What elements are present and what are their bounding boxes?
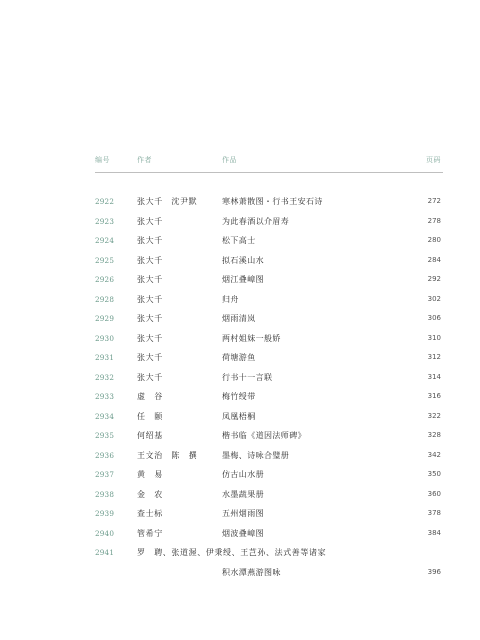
entry-number: 2938 [95,489,115,499]
entry-number: 2939 [95,509,115,518]
entry-number: 2935 [95,431,115,440]
entry-work: 两村姐妹一般娇 [222,333,281,343]
list-item [95,251,443,271]
list-item [95,270,443,290]
entry-author: 张大千 [137,216,163,226]
entry-number: 2940 [95,528,115,538]
entry-author: 张大千 [137,314,163,323]
entry-page: 292 [427,275,441,283]
list-item [95,446,443,466]
entry-page: 278 [427,216,441,225]
entry-number: 2932 [95,372,115,382]
list-item [95,309,443,329]
list-item [95,426,443,446]
entry-page: 396 [427,567,441,576]
entry-author: 张大千 [137,333,163,343]
entry-work: 松下高士 [222,236,256,245]
entry-work: 烟江叠嶂图 [222,275,264,284]
list-item [95,348,443,368]
entry-author: 金 农 [137,489,163,499]
header-author: 作者 [137,156,152,164]
entry-work: 楷书临《道因法师碑》 [222,431,306,440]
list-item [95,368,443,388]
entry-author: 黄 易 [137,470,163,479]
list-item [95,329,443,349]
list-item [95,504,443,524]
entry-author: 罗 聘、张道渥、伊秉绶、王芑孙、法式善等诸家 [137,548,327,557]
entry-page: 378 [427,509,441,517]
entry-page: 312 [427,353,441,361]
entry-page: 342 [427,450,441,459]
list-item [95,524,443,544]
entry-author: 虚 谷 [137,392,163,401]
header-work: 作品 [222,156,237,164]
entry-page: 314 [427,372,441,381]
entry-number: 2926 [95,275,115,284]
entry-number: 2937 [95,470,115,479]
entry-number: 2931 [95,353,115,362]
entry-work: 烟波叠嶂图 [222,528,264,538]
entry-number: 2922 [95,197,115,206]
entry-work: 五州烟雨图 [222,509,264,518]
entry-author: 张大千 [137,372,163,382]
table-header [95,155,443,169]
entry-author: 任 颐 [137,411,163,421]
entry-author: 查士标 [137,509,163,518]
list-item [95,387,443,407]
list-item [95,407,443,427]
entry-number: 2924 [95,236,115,245]
entry-work: 为此春酒以介眉寿 [222,216,290,226]
entry-page: 310 [427,333,441,342]
entry-work: 凤凰梧桐 [222,411,256,421]
catalog-list [95,192,443,582]
entry-author: 王文治 陈 撰 [137,450,198,460]
entry-number: 2925 [95,255,115,265]
entry-page: 328 [427,431,441,439]
list-item [95,485,443,505]
list-item [95,290,443,310]
entry-number: 2933 [95,392,115,401]
entry-number: 2941 [95,548,115,557]
header-divider [95,172,443,173]
entry-work: 梅竹绶带 [222,392,256,401]
entry-work: 归舟 [222,294,239,304]
entry-number: 2930 [95,333,115,343]
list-item [95,192,443,212]
entry-number: 2929 [95,314,115,323]
entry-page: 302 [427,294,441,303]
entry-page: 306 [427,314,441,322]
list-item [95,543,443,563]
entry-work: 水墨蔬果册 [222,489,264,499]
entry-number: 2923 [95,216,115,226]
entry-page: 272 [427,197,441,205]
entry-page: 284 [427,255,441,264]
entry-page: 322 [427,411,441,420]
entry-work: 拟石溪山水 [222,255,264,265]
entry-number: 2936 [95,450,115,460]
entry-page: 280 [427,236,441,244]
entry-author: 张大千 [137,294,163,304]
entry-author: 张大千 [137,353,163,362]
list-item [95,231,443,251]
entry-work: 积水潭燕游图咏 [222,567,281,577]
header-number: 编号 [95,156,110,164]
entry-author: 张大千 [137,236,163,245]
list-item [95,563,443,583]
entry-work: 仿古山水册 [222,470,264,479]
entry-work: 寒林萧散图・行书王安石诗 [222,197,323,206]
list-item [95,212,443,232]
entry-work: 荷塘游鱼 [222,353,256,362]
entry-author: 管希宁 [137,528,163,538]
entry-page: 350 [427,470,441,478]
list-item [95,465,443,485]
entry-work: 墨梅、诗咏合璧册 [222,450,290,460]
entry-page: 384 [427,528,441,537]
entry-page: 316 [427,392,441,400]
entry-page: 360 [427,489,441,498]
entry-work: 行书十一言联 [222,372,273,382]
entry-number: 2934 [95,411,115,421]
entry-author: 张大千 [137,255,163,265]
entry-author: 张大千 [137,275,163,284]
entry-author: 张大千 沈尹默 [137,197,198,206]
entry-author: 何绍基 [137,431,163,440]
entry-work: 烟雨清岚 [222,314,256,323]
header-page: 页码 [426,156,441,164]
entry-number: 2928 [95,294,115,304]
